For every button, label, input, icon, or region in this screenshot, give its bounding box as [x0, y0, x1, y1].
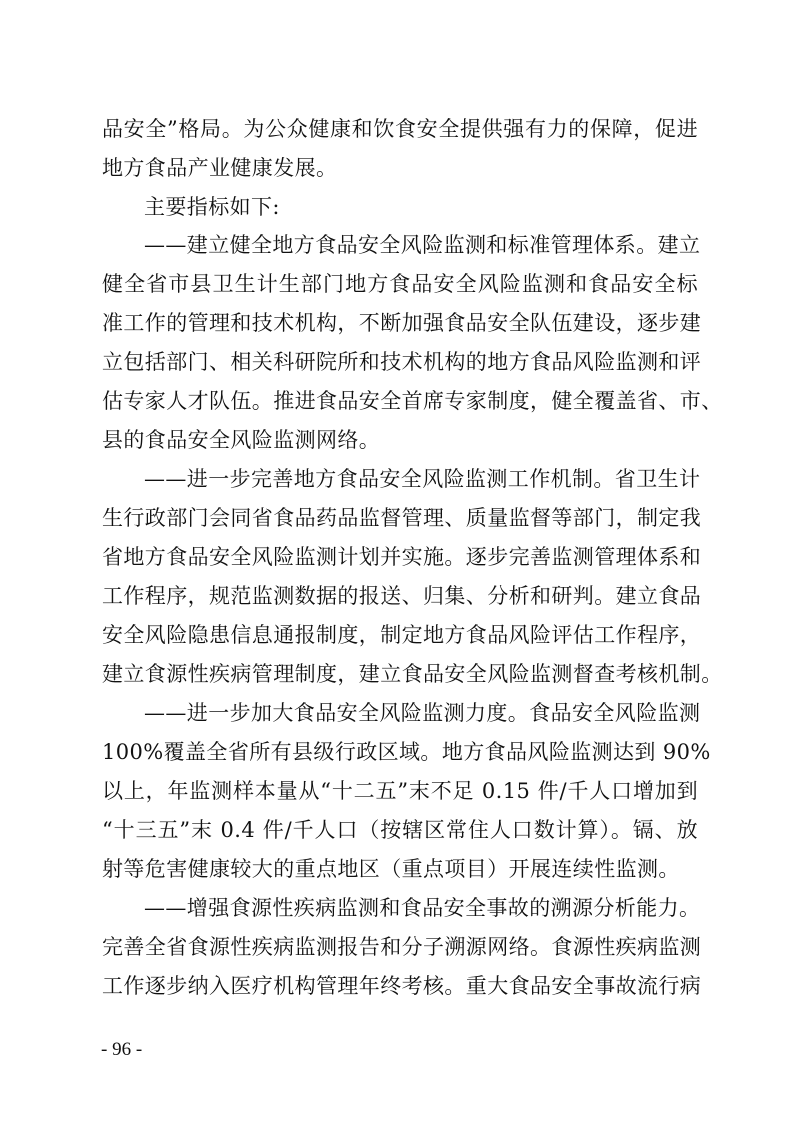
text-line: 省地方食品安全风险监测计划并实施。逐步完善监测管理体系和 — [102, 545, 702, 569]
page-number: - 96 - — [101, 1039, 143, 1060]
text-line: 射等危害健康较大的重点地区（重点项目）开展连续性监测。 — [102, 857, 680, 881]
text-line: “十三五”末 0.4 件/千人口（按辖区常住人口数计算）。镉、放 — [102, 818, 698, 842]
text-line: ——增强食源性疾病监测和食品安全事故的溯源分析能力。 — [144, 896, 701, 920]
text-line: 立包括部门、相关科研院所和技术机构的地方食品风险监测和评 — [102, 350, 702, 374]
text-line: 工作逐步纳入医疗机构管理年终考核。重大食品安全事故流行病 — [102, 974, 702, 998]
text-line: 估专家人才队伍。推进食品安全首席专家制度，健全覆盖省、市、 — [102, 389, 723, 413]
text-line: 主要指标如下: — [144, 195, 280, 219]
text-line: 县的食品安全风险监测网络。 — [102, 428, 381, 452]
text-line: 以上，年监测样本量从“十二五”末不足 0.15 件/千人口增加到 — [102, 779, 698, 803]
text-line: 品安全”格局。为公众健康和饮食安全提供强有力的保障，促进 — [102, 117, 698, 141]
text-line: 100%覆盖全省所有县级行政区域。地方食品风险监测达到 90% — [102, 740, 711, 764]
text-line: ——建立健全地方食品安全风险监测和标准管理体系。建立 — [144, 233, 701, 257]
text-line: 完善全省食源性疾病监测报告和分子溯源网络。食源性疾病监测 — [102, 935, 702, 959]
text-line: 安全风险隐患信息通报制度，制定地方食品风险评估工作程序， — [102, 623, 702, 647]
text-line: 工作程序，规范监测数据的报送、归集、分析和研判。建立食品 — [102, 584, 702, 608]
text-line: ——进一步加大食品安全风险监测力度。食品安全风险监测 — [144, 701, 701, 725]
text-line: ——进一步完善地方食品安全风险监测工作机制。省卫生计 — [144, 467, 701, 491]
text-line: 生行政部门会同省食品药品监督管理、质量监督等部门，制定我 — [102, 506, 702, 530]
text-line: 准工作的管理和技术机构，不断加强食品安全队伍建设，逐步建 — [102, 311, 702, 335]
text-line: 健全省市县卫生计生部门地方食品安全风险监测和食品安全标 — [102, 272, 698, 296]
text-line: 建立食源性疾病管理制度，建立食品安全风险监测督查考核机制。 — [102, 662, 723, 686]
text-line: 地方食品产业健康发展。 — [102, 156, 338, 180]
